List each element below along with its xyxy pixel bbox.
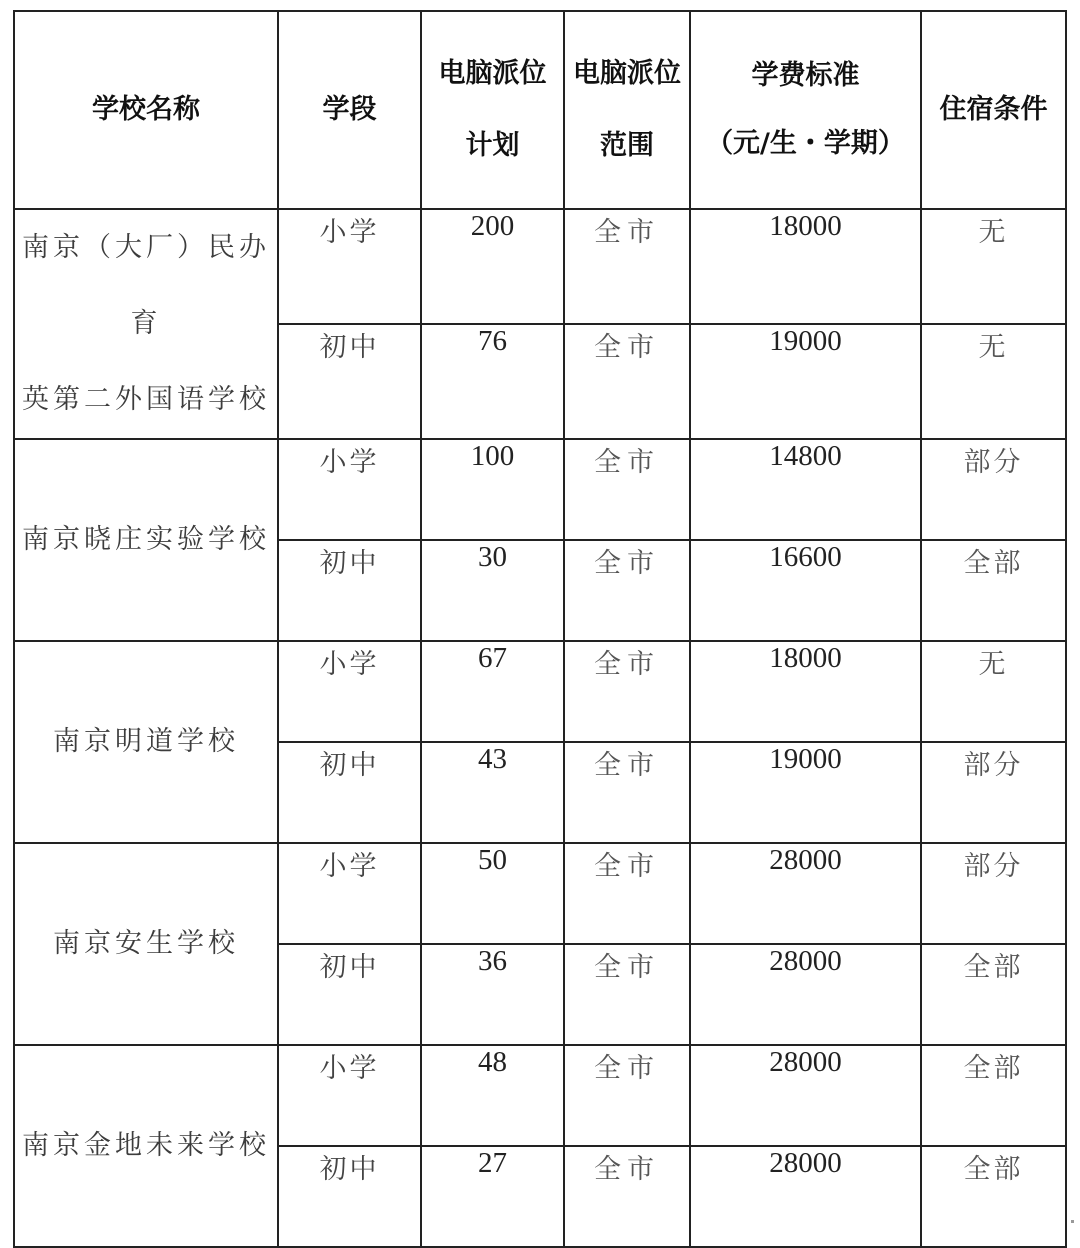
stage-cell: 初中 [278, 944, 421, 1045]
plan-cell: 36 [421, 944, 564, 1045]
plan-cell: 30 [421, 540, 564, 641]
range-cell: 全市 [564, 641, 690, 742]
plan-cell: 67 [421, 641, 564, 742]
plan-cell: 27 [421, 1146, 564, 1247]
corner-dot [1071, 1220, 1074, 1223]
dorm-cell: 无 [921, 641, 1066, 742]
plan-cell: 43 [421, 742, 564, 843]
school-name-line: 南京明道学校 [53, 726, 239, 757]
range-cell: 全市 [564, 742, 690, 843]
fee-cell: 18000 [690, 641, 921, 742]
fee-cell: 28000 [690, 1045, 921, 1146]
plan-cell: 50 [421, 843, 564, 944]
school-name-cell [14, 439, 278, 641]
dorm-cell: 部分 [921, 742, 1066, 843]
plan-cell: 48 [421, 1045, 564, 1146]
stage-cell: 初中 [278, 1146, 421, 1247]
header-plan-line-2: 计划 [465, 130, 520, 161]
fee-cell: 19000 [690, 324, 921, 439]
header-school-name: 学校名称 [14, 11, 278, 209]
range-cell: 全市 [564, 209, 690, 324]
dorm-cell: 无 [921, 209, 1066, 324]
dorm-cell: 全部 [921, 540, 1066, 641]
header-fee-line-2: （元/生・学期） [706, 128, 905, 159]
stage-cell: 小学 [278, 439, 421, 540]
stage-cell: 初中 [278, 742, 421, 843]
school-name-line: 南京（大厂）民办育 [22, 232, 270, 339]
header-stage: 学段 [278, 11, 421, 209]
dorm-cell: 部分 [921, 439, 1066, 540]
stage-cell: 小学 [278, 1045, 421, 1146]
school-name-line: 英第二外国语学校 [22, 384, 270, 415]
plan-cell: 200 [421, 209, 564, 324]
header-row [14, 11, 1066, 209]
range-cell: 全市 [564, 439, 690, 540]
dorm-cell: 全部 [921, 1045, 1066, 1146]
school-name-cell [14, 843, 278, 1045]
school-name-cell [14, 1045, 278, 1247]
range-cell: 全市 [564, 540, 690, 641]
dorm-cell: 无 [921, 324, 1066, 439]
stage-cell: 小学 [278, 209, 421, 324]
header-dorm: 住宿条件 [921, 11, 1066, 209]
table-row [14, 1045, 1066, 1146]
table-row [14, 843, 1066, 944]
fee-cell: 28000 [690, 944, 921, 1045]
fee-cell: 16600 [690, 540, 921, 641]
stage-cell: 初中 [278, 324, 421, 439]
dorm-cell: 全部 [921, 944, 1066, 1045]
dorm-cell: 部分 [921, 843, 1066, 944]
plan-cell: 100 [421, 439, 564, 540]
school-name-cell [14, 209, 278, 439]
fee-cell: 19000 [690, 742, 921, 843]
range-cell: 全市 [564, 1146, 690, 1247]
fee-cell: 28000 [690, 1146, 921, 1247]
range-cell: 全市 [564, 324, 690, 439]
range-cell: 全市 [564, 1045, 690, 1146]
table-row [14, 209, 1066, 324]
school-name-line: 南京晓庄实验学校 [22, 524, 270, 555]
header-plan [421, 11, 564, 209]
stage-cell: 小学 [278, 641, 421, 742]
header-range [564, 11, 690, 209]
stage-cell: 小学 [278, 843, 421, 944]
school-name-line: 南京金地未来学校 [22, 1130, 270, 1161]
table-row [14, 439, 1066, 540]
stage-cell: 初中 [278, 540, 421, 641]
school-name-line: 南京安生学校 [53, 928, 239, 959]
header-fee [690, 11, 921, 209]
range-cell: 全市 [564, 944, 690, 1045]
table-row [14, 641, 1066, 742]
header-range-line-1: 电脑派位 [573, 57, 681, 89]
fee-cell: 28000 [690, 843, 921, 944]
school-name-cell [14, 641, 278, 843]
range-cell: 全市 [564, 843, 690, 944]
school-fee-table [13, 10, 1067, 1248]
header-fee-line-1: 学费标准 [751, 59, 860, 91]
fee-cell: 18000 [690, 209, 921, 324]
fee-cell: 14800 [690, 439, 921, 540]
header-plan-line-1: 电脑派位 [438, 57, 547, 89]
dorm-cell: 全部 [921, 1146, 1066, 1247]
plan-cell: 76 [421, 324, 564, 439]
header-range-line-2: 范围 [600, 130, 654, 161]
